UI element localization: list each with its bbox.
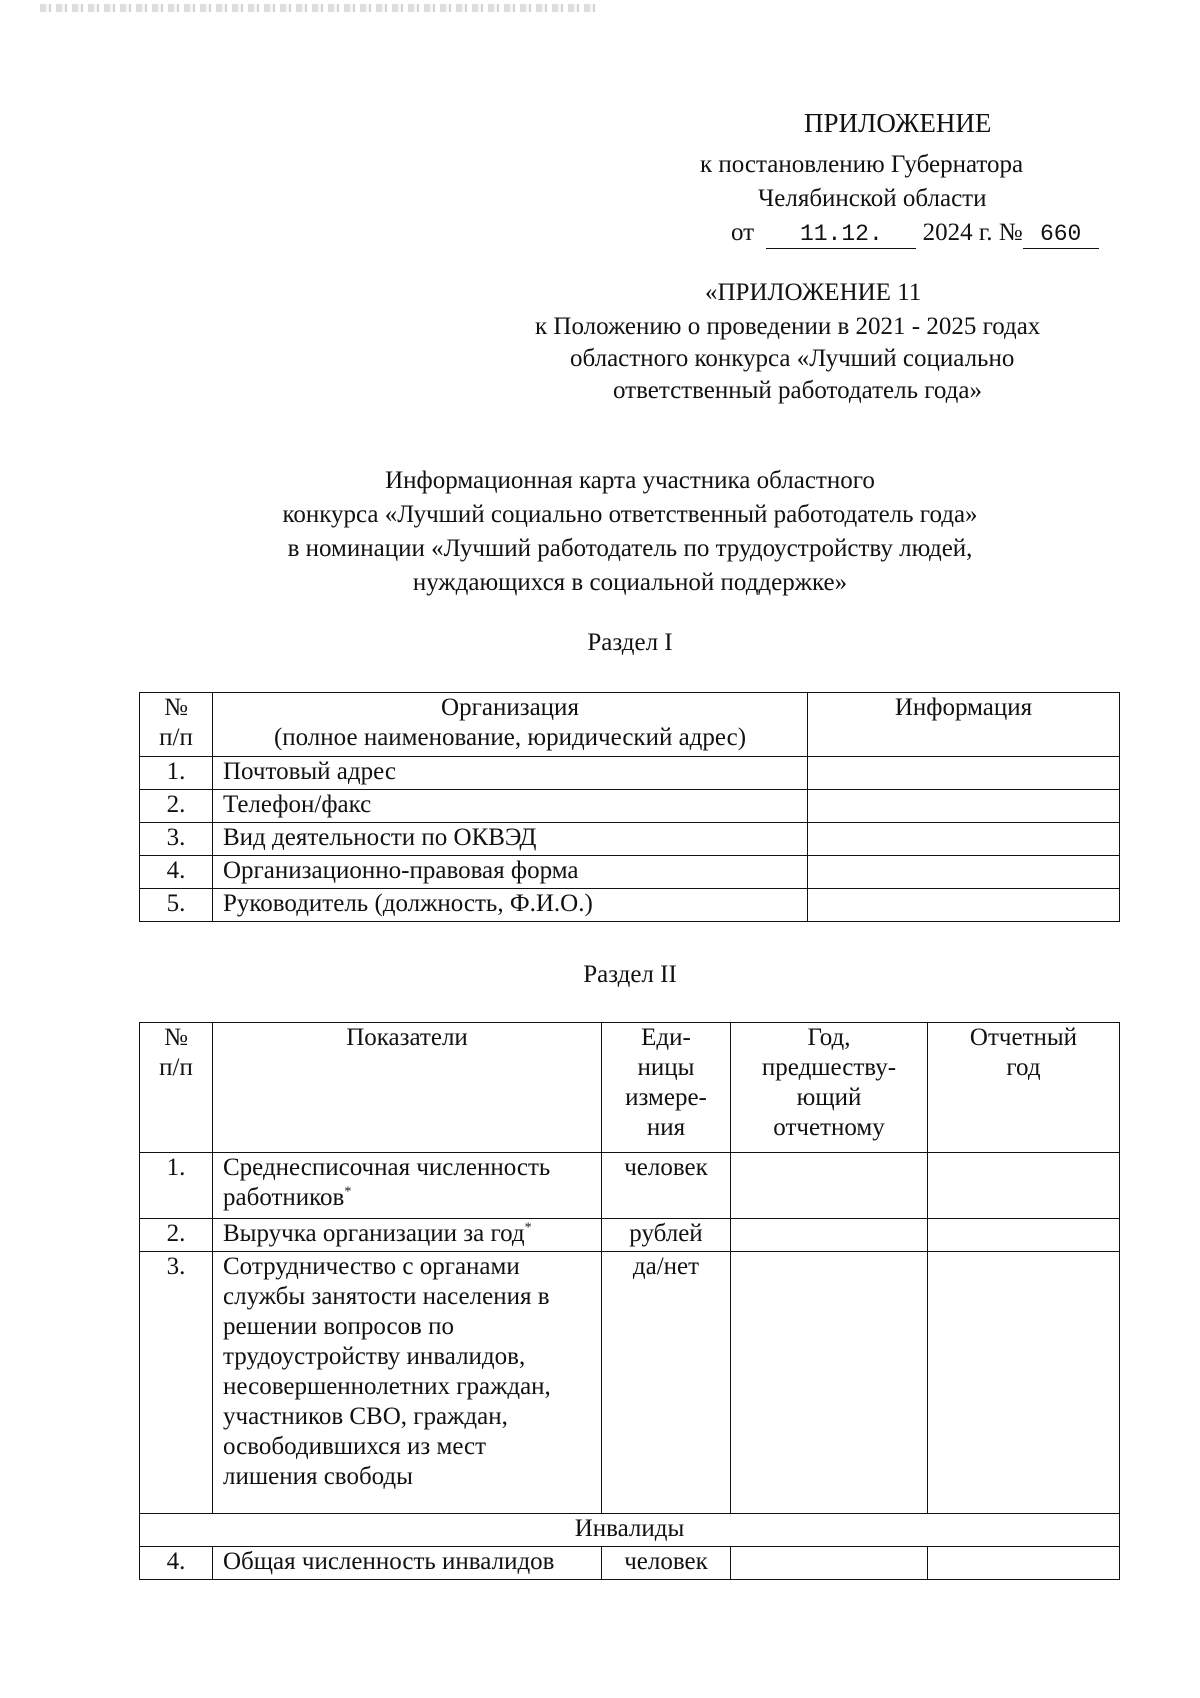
report-year-cell[interactable] bbox=[928, 1219, 1120, 1252]
doc-title-line3: в номинации «Лучший работодатель по трудоустройству людей, bbox=[287, 535, 973, 562]
table-row: 5. Руководитель (должность, Ф.И.О.) bbox=[140, 889, 1120, 922]
table-row: 2. Выручка организации за год* рублей bbox=[140, 1219, 1120, 1252]
org-header: Организация (полное наименование, юридический адрес) bbox=[213, 693, 808, 757]
num-header: № п/п bbox=[140, 693, 213, 757]
appendix-line2: областного конкурса «Лучший социально bbox=[570, 345, 1015, 372]
prev-year-cell[interactable] bbox=[731, 1547, 928, 1580]
group-label: Инвалиды bbox=[140, 1514, 1120, 1547]
report-year-cell[interactable] bbox=[928, 1547, 1120, 1580]
indicator-cell: Среднесписочная численность работников* bbox=[213, 1153, 602, 1219]
table-row: 1. Почтовый адрес bbox=[140, 757, 1120, 790]
appendix-line3: ответственный работодатель года» bbox=[613, 377, 982, 404]
prev-year-cell[interactable] bbox=[731, 1219, 928, 1252]
prev-year-cell[interactable] bbox=[731, 1252, 928, 1514]
indicators-header: Показатели bbox=[213, 1023, 602, 1153]
header-line2: Челябинской области bbox=[758, 185, 987, 212]
doc-title-line1: Информационная карта участника областного bbox=[385, 467, 875, 494]
from-label: от bbox=[731, 219, 755, 246]
header-date-line bbox=[731, 218, 1099, 249]
prev-year-header: Год, предшеству- ющий отчетному bbox=[731, 1023, 928, 1153]
table-row: 4. Организационно-правовая форма bbox=[140, 856, 1120, 889]
units-header: Еди- ницы измере- ния bbox=[602, 1023, 731, 1153]
indicator-cell: Сотрудничество с органами службы занятости населения в решении вопросов по трудоустройству инвалидов, несовершеннолетних граждан, участников СВО, граждан, освободившихся из мест лишения свободы bbox=[213, 1252, 602, 1514]
info-cell[interactable] bbox=[808, 823, 1120, 856]
info-header: Информация bbox=[808, 693, 1120, 757]
indicator-cell: Выручка организации за год* bbox=[213, 1219, 602, 1252]
prev-year-cell[interactable] bbox=[731, 1153, 928, 1219]
section1-heading: Раздел I bbox=[587, 629, 673, 656]
group-row bbox=[140, 1514, 1120, 1547]
table-row: 2. Телефон/факс bbox=[140, 790, 1120, 823]
report-year-cell[interactable] bbox=[928, 1153, 1120, 1219]
info-cell[interactable] bbox=[808, 856, 1120, 889]
section1-header-row bbox=[140, 693, 1120, 757]
table-row: 3. Сотрудничество с органами службы занятости населения в решении вопросов по трудоустройству инвалидов, несовершеннолетних граждан, участников СВО, граждан, освободившихся из мест лишения свободы да/нет bbox=[140, 1252, 1120, 1514]
info-cell[interactable] bbox=[808, 889, 1120, 922]
report-year-cell[interactable] bbox=[928, 1252, 1120, 1514]
section2-table bbox=[139, 1022, 1120, 1580]
table-row: 4. Общая численность инвалидов человек bbox=[140, 1547, 1120, 1580]
doc-title-line4: нуждающихся в социальной поддержке» bbox=[412, 569, 848, 596]
year-label: 2024 г. № bbox=[922, 219, 1023, 246]
table-row: 3. Вид деятельности по ОКВЭД bbox=[140, 823, 1120, 856]
appendix-line1: к Положению о проведении в 2021 - 2025 годах bbox=[535, 313, 1041, 340]
report-year-header: Отчетный год bbox=[928, 1023, 1120, 1153]
header-line1: к постановлению Губернатора bbox=[700, 151, 1024, 178]
info-cell[interactable] bbox=[808, 757, 1120, 790]
appendix-title: «ПРИЛОЖЕНИЕ 11 bbox=[705, 279, 922, 306]
decree-number: 660 bbox=[1023, 220, 1099, 249]
info-cell[interactable] bbox=[808, 790, 1120, 823]
scan-artifact bbox=[40, 4, 600, 12]
section2-header-row bbox=[140, 1023, 1120, 1153]
doc-title-line2: конкурса «Лучший социально ответственный работодатель года» bbox=[282, 501, 978, 528]
num-header: № п/п bbox=[140, 1023, 213, 1153]
section2-heading: Раздел II bbox=[583, 961, 677, 988]
decree-date: 11.12. bbox=[766, 220, 916, 249]
table-row: 1. Среднесписочная численность работников* человек bbox=[140, 1153, 1120, 1219]
section1-table bbox=[139, 692, 1120, 922]
